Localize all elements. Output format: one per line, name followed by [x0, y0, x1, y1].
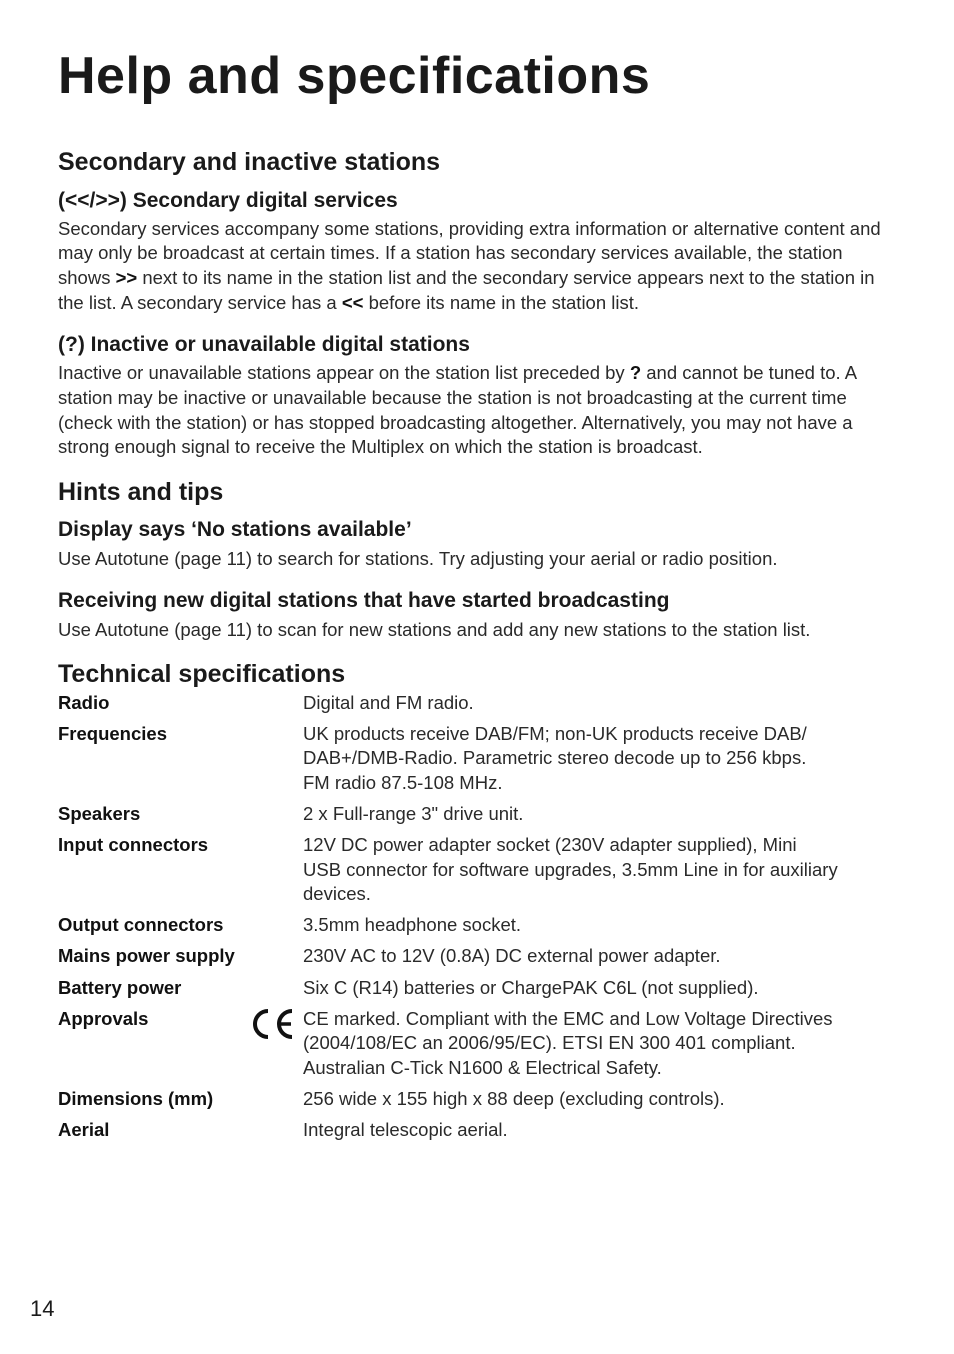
- spec-label: Frequencies: [58, 722, 167, 744]
- section-technical-specs: [58, 658, 898, 1143]
- spec-label-text: Approvals: [58, 1007, 149, 1029]
- spec-value: UK products receive DAB/FM; non-UK products receive DAB/ DAB+/DMB-Radio. Parametric stereo decode up to 256 kbps. FM radio 87.5-108 MHz.: [303, 722, 807, 793]
- body-paragraph: [58, 361, 898, 459]
- section-hints-tips: [58, 476, 898, 642]
- subsection-no-stations: [58, 516, 898, 571]
- body-paragraph: Use Autotune (page 11) to search for stations. Try adjusting your aerial or radio position.: [58, 547, 778, 569]
- section-heading: Hints and tips: [58, 477, 224, 506]
- spec-row-dimensions: [58, 1087, 898, 1112]
- spec-row-frequencies: [58, 722, 898, 796]
- spec-label: Output connectors: [58, 914, 224, 936]
- spec-value: Integral telescopic aerial.: [303, 1119, 508, 1141]
- body-paragraph: Use Autotune (page 11) to scan for new stations and add any new stations to the station list.: [58, 618, 811, 640]
- subsection-heading: (?) Inactive or unavailable digital stations: [58, 333, 470, 357]
- spec-label: Speakers: [58, 803, 141, 824]
- spec-label: Radio: [58, 691, 110, 713]
- spec-row-radio: [58, 691, 898, 716]
- spec-row-speakers: [58, 802, 898, 827]
- spec-value: 12V DC power adapter socket (230V adapter supplied), Mini USB connector for software upgrades, 3.5mm Line in for auxiliary devices.: [303, 834, 838, 905]
- specs-table: [58, 691, 898, 1143]
- spec-value: Six C (R14) batteries or ChargePAK C6L (not supplied).: [303, 976, 759, 998]
- body-paragraph: [58, 217, 898, 315]
- page-number: 14: [30, 1296, 55, 1321]
- spec-row-approvals: [58, 1007, 898, 1081]
- spec-label: Input connectors: [58, 834, 209, 856]
- inactive-marker-symbol: ?: [629, 362, 642, 384]
- section-heading: Secondary and inactive stations: [58, 148, 441, 176]
- section-heading: Technical specifications: [58, 660, 346, 689]
- subsection-heading: Receiving new digital stations that have started broadcasting: [58, 589, 670, 613]
- ce-mark-icon: [250, 1007, 294, 1041]
- text-run: Secondary services accompany some stations, providing extra information or alternative content and may only be broadcast at certain times. If a station has secondary services available, the station shows: [58, 217, 881, 288]
- spec-value: 230V AC to 12V (0.8A) DC external power adapter.: [303, 945, 721, 967]
- subsection-heading: (<</>>) Secondary digital services: [58, 188, 398, 212]
- subsection-inactive-stations: [58, 331, 898, 460]
- secondary-marker-symbol: >>: [115, 266, 138, 288]
- text-run: and cannot be tuned to. A station may be inactive or unavailable because the station is not broadcasting at the current time (check with the station) or has stopped broadcasting altogether. Alternatively, you may not have a strong enough signal to receive the Multiplex on which the station is broadcast.: [58, 362, 857, 458]
- page-title: Help and specifications: [58, 47, 651, 105]
- spec-row-input-connectors: [58, 833, 898, 907]
- spec-row-output-connectors: [58, 913, 898, 938]
- spec-value: 3.5mm headphone socket.: [303, 914, 522, 936]
- spec-label: Aerial: [58, 1119, 110, 1141]
- section-secondary-inactive: [58, 146, 898, 460]
- spec-row-mains-power: [58, 944, 898, 969]
- spec-row-aerial: [58, 1118, 898, 1143]
- secondary-marker-symbol: <<: [341, 291, 364, 313]
- spec-label: Mains power supply: [58, 945, 235, 967]
- text-run: before its name in the station list.: [363, 291, 640, 313]
- spec-value: CE marked. Compliant with the EMC and Low Voltage Directives (2004/108/EC an 2006/95/EC). ETSI EN 300 401 compliant. Australian C-Tick N1600 & Electrical Safety.: [303, 1007, 833, 1078]
- spec-label: [58, 1007, 303, 1081]
- subsection-new-stations: [58, 587, 898, 642]
- spec-value: Digital and FM radio.: [303, 691, 474, 713]
- spec-label: Battery power: [58, 976, 182, 998]
- spec-label: Dimensions (mm): [58, 1087, 214, 1109]
- text-run: Inactive or unavailable stations appear on the station list preceded by: [58, 362, 630, 384]
- spec-value: 2 x Full-range 3" drive unit.: [303, 803, 524, 824]
- page-content: [58, 146, 898, 1149]
- spec-value: 256 wide x 155 high x 88 deep (excluding controls).: [303, 1087, 725, 1109]
- subsection-secondary-services: [58, 187, 898, 316]
- spec-row-battery-power: [58, 976, 898, 1001]
- text-run: next to its name in the station list and the secondary service appears next to the station in the list. A secondary service has a: [58, 266, 875, 313]
- subsection-heading: Display says ‘No stations available’: [58, 518, 412, 542]
